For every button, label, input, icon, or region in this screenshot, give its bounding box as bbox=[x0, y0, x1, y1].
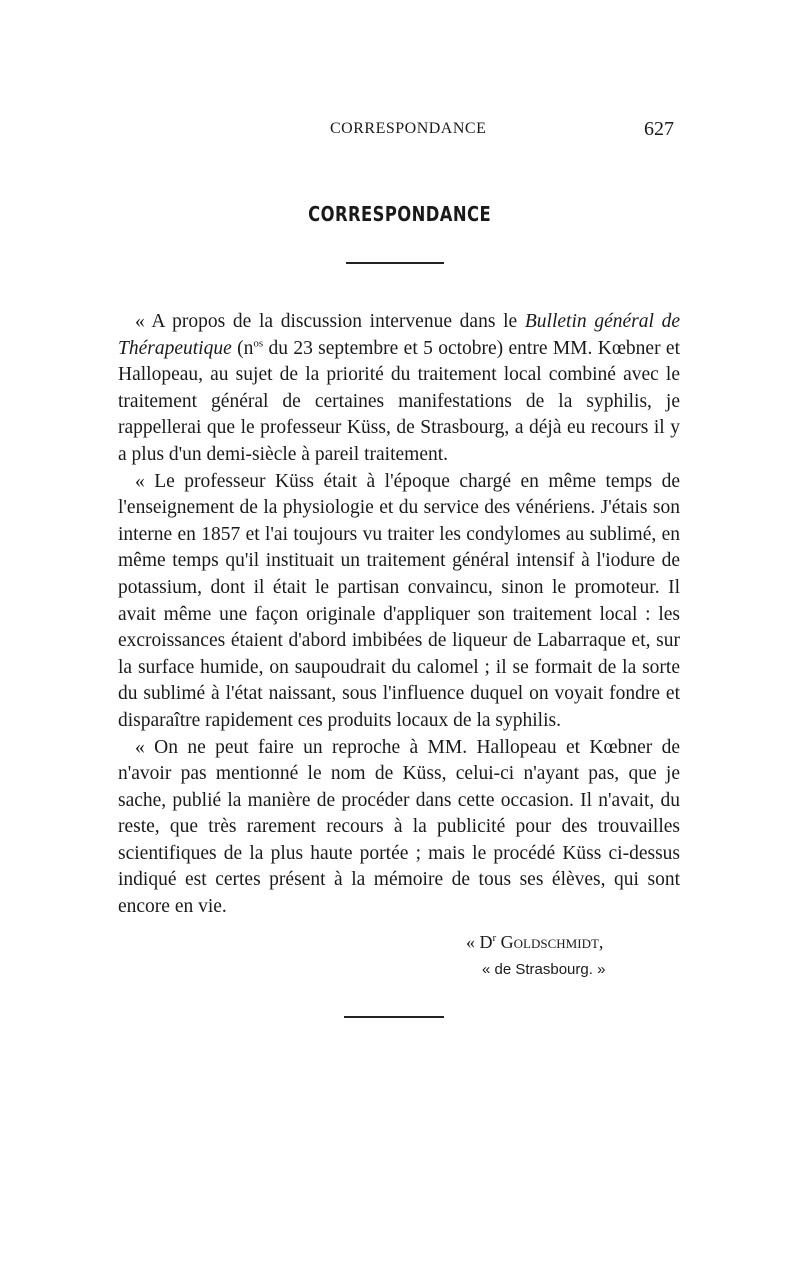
signature-prefix: « D bbox=[466, 932, 493, 952]
section-title: CORRESPONDANCE bbox=[308, 202, 492, 226]
text-run: « A propos de la discussion intervenue dans le bbox=[135, 311, 525, 332]
title-rule bbox=[346, 262, 444, 264]
text-run: « Le professeur Küss était à l'époque chargé en même temps de l'enseignement de la physiologie et du service des vénériens. J'étais son interne en 1857 et l'ai toujours vu traiter les condylomes au sublimé, en même temps qu'il instituait un traitement général intensif à l'iodure de potassium, dont il était le partisan convaincu, sinon le promoteur. Il avait même une façon originale d'appliquer son traitement local : les excroissances étaient d'abord imbibées de liqueur de Labarraque et, sur la surface humide, on saupoudrait du calomel ; il se formait de la sorte du sublimé à l'état naissant, sous l'influence duquel on voyait fondre et disparaître rapidement ces produits locaux de la syphilis. bbox=[118, 470, 680, 731]
signature-name: Goldschmidt, bbox=[500, 932, 604, 952]
running-title: CORRESPONDANCE bbox=[330, 120, 487, 137]
letter-body bbox=[118, 309, 680, 921]
paragraph bbox=[118, 469, 680, 735]
superscript-run: os bbox=[253, 337, 264, 350]
signature-block bbox=[466, 928, 605, 984]
signature-place: « de Strasbourg. » bbox=[482, 961, 606, 978]
text-run: (n bbox=[231, 337, 254, 359]
running-header bbox=[0, 118, 800, 148]
text-run: « On ne peut faire un reproche à MM. Hallopeau et Kœbner de n'avoir pas mentionné le nom de Küss, celui-ci n'ayant pas, que je sache, publié la manière de procéder dans cette occasion. Il n'avait, du reste, que très rarement recours à la publicité pour des trouvailles scientifiques de la plus haute portée ; mais le procédé Küss ci-dessus indiqué est certes présent à la mémoire de tous ses élèves, qui sont encore en vie. bbox=[118, 736, 680, 918]
page-number: 627 bbox=[644, 118, 674, 140]
paragraph bbox=[118, 735, 680, 921]
signature-prefix-sup: r bbox=[492, 932, 497, 944]
text-run: du 23 septembre et 5 octobre) entre MM. Kœbner et Hallopeau, au sujet de la priorité du traitement local combiné avec le traitement général de certaines manifestations de la syphilis, je rappellerai que le professeur Küss, de Strasbourg, a déjà eu recours il y a plus d'un demi-siècle à pareil traitement. bbox=[118, 337, 680, 465]
italic-run: Bulletin général de Thérapeutique bbox=[118, 311, 680, 359]
paragraph bbox=[118, 309, 680, 469]
closing-rule bbox=[344, 1016, 444, 1018]
signature-line bbox=[466, 928, 605, 956]
